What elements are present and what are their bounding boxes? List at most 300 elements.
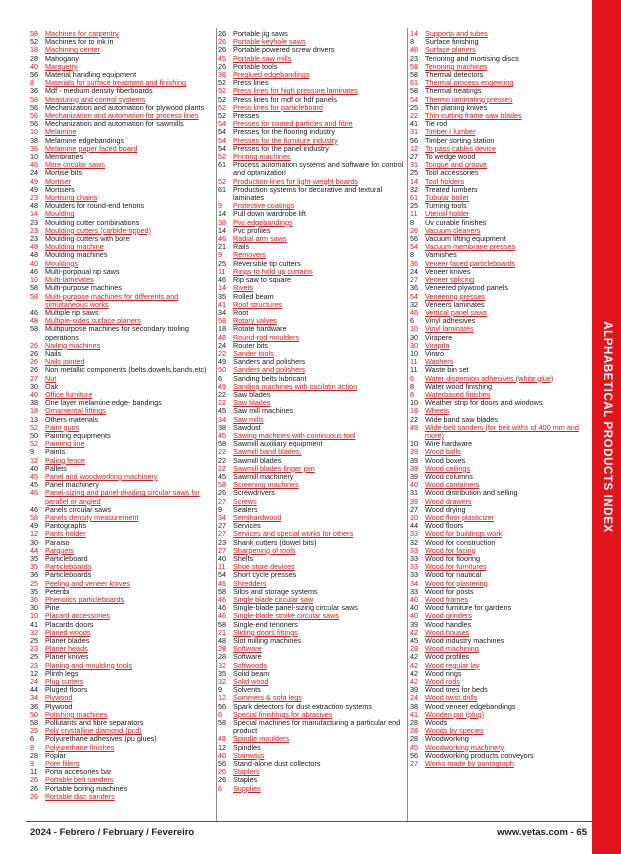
entry-product-name: Supports and tubes bbox=[425, 29, 488, 38]
entry-page-number: 10 bbox=[410, 398, 419, 408]
index-entry[interactable] bbox=[30, 293, 216, 309]
entry-product-name: Virapere bbox=[425, 332, 453, 342]
entry-product-name: Tool accessories bbox=[425, 168, 479, 178]
entry-product-name: Particleboards bbox=[45, 570, 92, 580]
entry-product-name: Moulding machines bbox=[45, 250, 108, 260]
entry-product-name: Staplers bbox=[233, 767, 260, 777]
entry-product-name: Mechanization and automation for process lines bbox=[45, 111, 199, 121]
entry-page-number: 34 bbox=[218, 307, 227, 317]
entry-product-name: Wood distribution and selling bbox=[425, 488, 518, 498]
entry-product-name: Tenoning and mortising discs bbox=[425, 53, 519, 63]
entry-product-name: Wood for construction bbox=[425, 537, 496, 547]
entry-product-name: Machining center bbox=[45, 45, 101, 55]
entry-product-name: Particleboards bbox=[45, 562, 92, 572]
entry-page-number: 52 bbox=[30, 422, 39, 432]
entry-product-name: Portable jig saws bbox=[233, 29, 288, 38]
entry-product-name: Wood for facing bbox=[425, 545, 476, 555]
entry-product-name: Membranes bbox=[45, 152, 84, 162]
entry-page-number: 8 bbox=[410, 389, 415, 399]
entry-product-name: Sealers bbox=[233, 504, 258, 514]
entry-product-name: Sawmill blades bbox=[233, 455, 282, 465]
entry-page-number: 49 bbox=[30, 176, 39, 186]
entry-page-number: 41 bbox=[218, 299, 227, 309]
entry-product-name: Stairways bbox=[233, 750, 265, 760]
entry-page-number: 33 bbox=[410, 554, 419, 563]
entry-product-name: Radial arm saws bbox=[233, 234, 287, 244]
entry-page-number: 33 bbox=[410, 562, 419, 572]
entry-product-name: Portable disc sanders bbox=[45, 791, 115, 801]
entry-product-name: Roof structures bbox=[233, 299, 283, 309]
entry-page-number: 12 bbox=[218, 742, 227, 752]
entry-page-number: 28 bbox=[410, 734, 419, 744]
entry-page-number: 46 bbox=[218, 275, 227, 285]
entry-product-name: Placards doors bbox=[45, 619, 94, 629]
entry-page-number: 6 bbox=[218, 709, 223, 719]
entry-page-number: 27 bbox=[30, 373, 39, 383]
entry-product-name: Sander tools bbox=[233, 348, 274, 358]
entry-page-number: 58 bbox=[218, 718, 227, 728]
entry-product-name: Paint guns bbox=[45, 422, 80, 432]
entry-page-number: 39 bbox=[410, 463, 419, 473]
entry-page-number: 54 bbox=[218, 119, 227, 129]
entry-page-number: 25 bbox=[410, 201, 419, 211]
index-column-3 bbox=[410, 30, 586, 768]
entry-page-number: 22 bbox=[410, 414, 419, 424]
entry-page-number: 46 bbox=[218, 234, 227, 244]
entry-page-number: 25 bbox=[410, 102, 419, 112]
entry-page-number: 58 bbox=[410, 70, 419, 80]
entry-page-number: 11 bbox=[218, 562, 226, 572]
entry-page-number: 36 bbox=[30, 86, 39, 96]
entry-product-name: Sharpening of tools bbox=[233, 545, 296, 555]
entry-product-name: Melamine paper faced board bbox=[45, 143, 138, 153]
entry-product-name: Press lines for mdf or hdf panels bbox=[233, 94, 337, 104]
entry-page-number: 25 bbox=[30, 636, 39, 646]
entry-page-number: 40 bbox=[30, 61, 39, 71]
entry-page-number: 45 bbox=[30, 471, 39, 481]
entry-product-name: Shoe store devices bbox=[233, 562, 295, 572]
entry-product-name: Sommers & sofa legs bbox=[233, 693, 302, 703]
entry-page-number: 41 bbox=[410, 709, 419, 719]
entry-page-number: 48 bbox=[218, 332, 227, 342]
entry-page-number: 46 bbox=[218, 603, 227, 613]
entry-page-number: 46 bbox=[218, 611, 227, 621]
entry-product-name: Presses for the furniture industry bbox=[233, 135, 338, 145]
entry-product-name: Surface finishing bbox=[425, 37, 479, 47]
entry-product-name: Wood drawers bbox=[425, 496, 472, 506]
entry-product-name: Plug cutters bbox=[45, 677, 84, 687]
entry-page-number: 61 bbox=[218, 160, 227, 170]
entry-product-name: Rip saw to square bbox=[233, 275, 292, 285]
entry-page-number: 34 bbox=[30, 693, 39, 703]
entry-product-name: Production systems for decorative and textural laminates bbox=[233, 184, 383, 203]
entry-product-name: Poly crystalline diamond (pcd) bbox=[45, 726, 142, 736]
entry-page-number: 58 bbox=[218, 480, 227, 490]
entry-page-number: 52 bbox=[30, 37, 39, 47]
entry-page-number: 26 bbox=[30, 775, 39, 785]
index-entry[interactable] bbox=[30, 793, 216, 801]
entry-page-number: 28 bbox=[410, 726, 419, 736]
footer-divider bbox=[26, 821, 592, 822]
entry-product-name: Works made by pantograph bbox=[425, 759, 514, 769]
entry-page-number: 27 bbox=[218, 529, 227, 539]
entry-product-name: Material handling equipment bbox=[45, 70, 137, 80]
entry-page-number: 48 bbox=[30, 316, 39, 326]
entry-page-number: 36 bbox=[410, 283, 419, 293]
index-entry[interactable] bbox=[410, 424, 586, 440]
entry-product-name: Preglued edgebandings bbox=[233, 70, 310, 80]
entry-page-number: 48 bbox=[30, 250, 39, 260]
entry-product-name: Solid beam bbox=[233, 668, 270, 678]
entry-page-number: 25 bbox=[30, 652, 39, 662]
entry-product-name: Nails bbox=[45, 348, 62, 358]
entry-page-number: 40 bbox=[30, 389, 39, 399]
entry-product-name: Pollutants and fibre separators bbox=[45, 718, 144, 728]
entry-page-number: 58 bbox=[30, 512, 39, 522]
entry-page-number: 54 bbox=[410, 94, 419, 104]
entry-product-name: Tongue and groove bbox=[425, 160, 488, 170]
entry-page-number: 12 bbox=[30, 529, 39, 539]
entry-page-number: 12 bbox=[410, 143, 419, 153]
entry-product-name: Wood furniture for gardens bbox=[425, 603, 512, 613]
entry-product-name: Plinth legs bbox=[45, 668, 79, 678]
entry-product-name: Services and special works for others bbox=[233, 529, 354, 539]
entry-page-number: 26 bbox=[410, 225, 419, 235]
entry-page-number: 39 bbox=[410, 447, 419, 457]
entry-page-number: 44 bbox=[30, 545, 39, 555]
entry-page-number: 18 bbox=[410, 406, 419, 416]
entry-product-name: Solid wood bbox=[233, 677, 269, 687]
entry-page-number: 50 bbox=[30, 430, 39, 440]
entry-page-number: 48 bbox=[30, 242, 39, 252]
entry-page-number: 38 bbox=[218, 422, 227, 432]
entry-product-name: Sawmill auxiliary equipment bbox=[233, 439, 323, 449]
entry-product-name: Mortising chains bbox=[45, 193, 98, 203]
entry-product-name: Veneer faced particleboards bbox=[425, 258, 516, 268]
entry-product-name: Wood for plastering bbox=[425, 578, 488, 588]
index-entry[interactable] bbox=[218, 785, 406, 793]
entry-product-name: Varnishes bbox=[425, 250, 457, 260]
entry-page-number: 26 bbox=[218, 29, 227, 38]
entry-page-number: 27 bbox=[218, 521, 227, 531]
entry-product-name: Presses for the panel industry bbox=[233, 143, 329, 153]
entry-page-number: 13 bbox=[30, 414, 39, 424]
entry-product-name: Saw blades bbox=[233, 398, 271, 408]
entry-product-name: Peeling and veneer knives bbox=[45, 578, 131, 588]
entry-product-name: Rails bbox=[233, 242, 250, 252]
entry-product-name: Panel machinery bbox=[45, 480, 99, 490]
entry-product-name: Wood containers bbox=[425, 480, 480, 490]
entry-page-number: 33 bbox=[410, 545, 419, 555]
entry-product-name: Marquetry bbox=[45, 61, 78, 71]
entry-product-name: Multi-laminates bbox=[45, 275, 94, 285]
entry-page-number: 18 bbox=[30, 45, 39, 55]
entry-product-name: Wood columns bbox=[425, 471, 473, 481]
entry-page-number: 23 bbox=[30, 660, 39, 670]
entry-product-name: Timber sorting station bbox=[425, 135, 495, 145]
entry-product-name: Wood for furnitures bbox=[425, 562, 487, 572]
entry-product-name: Woodworking products conveyors bbox=[425, 750, 534, 760]
entry-page-number: 26 bbox=[218, 775, 227, 785]
index-entry bbox=[218, 186, 406, 202]
index-entry[interactable] bbox=[410, 760, 586, 768]
entry-page-number: 40 bbox=[410, 611, 419, 621]
entry-product-name: Vacuum membrane presses bbox=[425, 242, 516, 252]
entry-page-number: 10 bbox=[30, 152, 39, 162]
index-entry bbox=[30, 366, 216, 374]
entry-product-name: Silos and storage systems bbox=[233, 586, 318, 596]
entry-page-number: 54 bbox=[218, 127, 227, 137]
entry-page-number: 12 bbox=[30, 455, 39, 465]
entry-product-name: Solvents bbox=[233, 685, 261, 695]
entry-product-name: To pass cables device bbox=[425, 143, 496, 153]
entry-product-name: Non metallic components (belts,dowels,bands,etc) bbox=[45, 365, 207, 375]
entry-page-number: 6 bbox=[218, 783, 223, 793]
entry-product-name: Thin-cutting frame saw blades bbox=[425, 111, 522, 121]
entry-product-name: Wooden pin (plug) bbox=[425, 709, 485, 719]
entry-product-name: Portable boring machines bbox=[45, 783, 128, 793]
entry-page-number: 40 bbox=[410, 603, 419, 613]
entry-product-name: Wide band saw blades bbox=[425, 414, 498, 424]
entry-page-number: 42 bbox=[410, 660, 419, 670]
sidebar-title: ALPHABETICAL PRODUCTS INDEX bbox=[600, 321, 613, 533]
entry-product-name: Wood ceilings bbox=[425, 463, 471, 473]
entry-product-name: Others materials bbox=[45, 414, 99, 424]
entry-page-number: 52 bbox=[218, 152, 227, 162]
entry-product-name: Virapita bbox=[425, 340, 450, 350]
entry-product-name: Polyurethane finishes bbox=[45, 742, 115, 752]
entry-product-name: Rolled beam bbox=[233, 291, 274, 301]
entry-page-number: 46 bbox=[410, 307, 419, 317]
entry-product-name: Waste bin set bbox=[425, 365, 469, 375]
entry-page-number: 50 bbox=[218, 365, 227, 375]
entry-page-number: 58 bbox=[218, 586, 227, 596]
entry-page-number: 48 bbox=[218, 734, 227, 744]
entry-product-name: Slot milling machines bbox=[233, 636, 302, 646]
entry-product-name: Multi-porpoual rip saws bbox=[45, 266, 120, 276]
entry-product-name: Mortiser bbox=[45, 176, 72, 186]
entry-product-name: Wood for posts bbox=[425, 586, 474, 596]
entry-page-number: 40 bbox=[410, 595, 419, 605]
entry-product-name: Moulding cutters with bore bbox=[45, 234, 130, 244]
entry-product-name: Shredders bbox=[233, 578, 267, 588]
entry-product-name: Tool holders bbox=[425, 176, 465, 186]
entry-page-number: 30 bbox=[410, 340, 419, 350]
entry-page-number: 34 bbox=[218, 414, 227, 424]
entry-page-number: 52 bbox=[218, 176, 227, 186]
entry-product-name: Water wood finishing bbox=[425, 381, 493, 391]
entry-page-number: 33 bbox=[410, 529, 419, 539]
entry-page-number: 9 bbox=[30, 759, 35, 769]
entry-page-number: 6 bbox=[410, 316, 415, 326]
entry-page-number: 44 bbox=[30, 685, 39, 695]
entry-page-number: 45 bbox=[30, 480, 39, 490]
entry-product-name: Sliding doors fittings bbox=[233, 627, 298, 637]
entry-page-number: 30 bbox=[410, 332, 419, 342]
entry-page-number: 10 bbox=[30, 611, 39, 621]
entry-product-name: Ornamental fittings bbox=[45, 406, 106, 416]
entry-product-name: Wheels bbox=[425, 406, 450, 416]
entry-page-number: 21 bbox=[218, 242, 227, 252]
entry-page-number: 38 bbox=[30, 135, 39, 145]
entry-product-name: Screwdrivers bbox=[233, 488, 275, 498]
entry-product-name: Tubular boiler bbox=[425, 193, 470, 203]
entry-product-name: Supplies bbox=[233, 783, 261, 793]
entry-page-number: 32 bbox=[410, 537, 419, 547]
entry-product-name: Short cycle presses bbox=[233, 570, 297, 580]
entry-page-number: 42 bbox=[410, 668, 419, 678]
entry-product-name: Software bbox=[233, 644, 262, 654]
entry-product-name: Water dispersion adhesives (white glue) bbox=[425, 373, 554, 383]
entry-page-number: 36 bbox=[30, 595, 39, 605]
entry-product-name: Software bbox=[233, 652, 262, 662]
entry-page-number: 24 bbox=[410, 693, 419, 703]
entry-product-name: Multi-purpose machines bbox=[45, 283, 122, 293]
entry-product-name: Single blade circular saw bbox=[233, 595, 314, 605]
entry-product-name: Mitre circular saws bbox=[45, 160, 106, 170]
index-entry[interactable] bbox=[30, 489, 216, 505]
entry-product-name: Multipurpose machines for secondary tooling operations bbox=[45, 324, 189, 342]
entry-page-number: 24 bbox=[30, 168, 39, 178]
entry-product-name: Sawdust bbox=[233, 422, 261, 432]
entry-product-name: Moulding cutters (carbide-tipped) bbox=[45, 225, 151, 235]
entry-product-name: Poplar bbox=[45, 750, 66, 760]
index-entry bbox=[218, 161, 406, 177]
entry-product-name: Sawing machines with continuous tool bbox=[233, 430, 356, 440]
entry-page-number: 54 bbox=[218, 570, 227, 580]
entry-product-name: Rotate hardware bbox=[233, 324, 287, 334]
entry-page-number: 54 bbox=[218, 135, 227, 145]
entry-page-number: 6 bbox=[410, 373, 415, 383]
entry-page-number: 50 bbox=[30, 709, 39, 719]
entry-page-number: 58 bbox=[30, 283, 39, 293]
entry-page-number: 46 bbox=[30, 266, 39, 276]
entry-page-number: 49 bbox=[30, 521, 39, 531]
entry-product-name: Veneer splicing bbox=[425, 275, 475, 285]
entry-product-name: Thermo laminating presses bbox=[425, 94, 513, 104]
entry-page-number: 38 bbox=[218, 70, 227, 80]
entry-product-name: Pvc edgebandings bbox=[233, 217, 293, 227]
entry-page-number: 23 bbox=[30, 217, 39, 227]
entry-product-name: Rotary valves bbox=[233, 316, 277, 326]
entry-product-name: Wood balls bbox=[425, 447, 461, 457]
entry-product-name: Treated lumbers bbox=[425, 184, 478, 194]
entry-product-name: Sawmill band blades, bbox=[233, 447, 302, 457]
entry-page-number: 49 bbox=[410, 422, 419, 432]
entry-product-name: Protective coatings bbox=[233, 201, 295, 211]
entry-page-number: 27 bbox=[410, 504, 419, 514]
entry-product-name: Measuring and control systems bbox=[45, 94, 146, 104]
entry-product-name: Presses for coated particles and fibre bbox=[233, 119, 353, 129]
entry-product-name: Polyurethane adhesives (pu glues) bbox=[45, 734, 157, 744]
index-entry bbox=[30, 325, 216, 341]
entry-product-name: Presses for the flooring industry bbox=[233, 127, 335, 137]
entry-page-number: 23 bbox=[30, 644, 39, 654]
entry-page-number: 26 bbox=[218, 45, 227, 55]
entry-page-number: 32 bbox=[30, 627, 39, 637]
entry-page-number: 9 bbox=[218, 201, 223, 211]
entry-page-number: 32 bbox=[410, 299, 419, 309]
entry-page-number: 48 bbox=[410, 45, 419, 55]
entry-product-name: Mouldings bbox=[45, 258, 79, 268]
entry-page-number: 6 bbox=[30, 734, 35, 744]
entry-page-number: 45 bbox=[410, 636, 419, 646]
entry-page-number: 30 bbox=[30, 381, 39, 391]
entry-product-name: Wood frames bbox=[425, 595, 468, 605]
entry-product-name: Sanding belts lubricant bbox=[233, 373, 307, 383]
entry-page-number: 9 bbox=[218, 685, 223, 695]
entry-page-number: 30 bbox=[30, 603, 39, 613]
entry-product-name: Single-blade stroke circular saws bbox=[233, 611, 339, 621]
entry-product-name: Panels density measurement bbox=[45, 512, 139, 522]
entry-product-name: Mahogany bbox=[45, 53, 79, 63]
entry-page-number: 27 bbox=[410, 275, 419, 285]
entry-product-name: Wood grinders bbox=[425, 611, 473, 621]
entry-page-number: 35 bbox=[30, 554, 39, 563]
entry-product-name: Veneer knives bbox=[425, 266, 471, 276]
entry-product-name: Spindles bbox=[233, 742, 261, 752]
entry-page-number: 35 bbox=[218, 291, 227, 301]
entry-page-number: 6 bbox=[218, 373, 223, 383]
entry-product-name: Pore fillers bbox=[45, 759, 80, 769]
entry-product-name: Planing and moulding tools bbox=[45, 660, 133, 670]
entry-product-name: Pvc profiles bbox=[233, 225, 271, 235]
entry-product-name: Portable saw mills bbox=[233, 53, 292, 63]
entry-product-name: Mdf - medium density fiberboards bbox=[45, 86, 153, 96]
entry-product-name: Wood floors bbox=[425, 521, 464, 531]
entry-product-name: Plywood bbox=[45, 701, 73, 711]
entry-product-name: Machines for to ink in bbox=[45, 37, 114, 47]
entry-product-name: Panel-sizing and panel-dividing circular saws for parallel or angled bbox=[45, 488, 200, 506]
entry-product-name: Veneering presses bbox=[425, 291, 486, 301]
entry-page-number: 58 bbox=[218, 439, 227, 449]
entry-product-name: Wood for flooring bbox=[425, 554, 481, 563]
entry-product-name: Process automation systems and software for control and optimization bbox=[233, 160, 404, 178]
entry-page-number: 36 bbox=[30, 143, 39, 153]
entry-page-number: 10 bbox=[410, 348, 419, 358]
entry-page-number: 9 bbox=[30, 447, 35, 457]
entry-page-number: 14 bbox=[30, 209, 39, 219]
entry-product-name: Panels circular saws bbox=[45, 504, 112, 514]
entry-page-number: 25 bbox=[410, 168, 419, 178]
entry-product-name: Printing machines bbox=[233, 152, 291, 162]
entry-page-number: 38 bbox=[218, 217, 227, 227]
entry-product-name: Screening machines bbox=[233, 480, 299, 490]
entry-product-name: Saw mills bbox=[233, 414, 264, 424]
entry-page-number: 27 bbox=[410, 759, 419, 769]
entry-page-number: 28 bbox=[410, 718, 419, 728]
entry-page-number: 38 bbox=[30, 398, 39, 408]
entry-page-number: 22 bbox=[410, 111, 419, 121]
entry-page-number: 23 bbox=[410, 53, 419, 63]
entry-page-number: 26 bbox=[218, 37, 227, 47]
entry-page-number: 31 bbox=[410, 160, 419, 170]
entry-product-name: Veneered plywood panels bbox=[425, 283, 509, 293]
entry-page-number: 40 bbox=[218, 750, 227, 760]
entry-page-number: 26 bbox=[218, 61, 227, 71]
entry-product-name: Press lines bbox=[233, 78, 269, 88]
entry-page-number: 39 bbox=[410, 496, 419, 506]
footer-website-page[interactable]: www.vetas.com - 65 bbox=[497, 827, 587, 838]
entry-product-name: Presses bbox=[233, 111, 260, 121]
entry-product-name: Woods bbox=[425, 718, 448, 728]
entry-product-name: To wedge wood bbox=[425, 152, 476, 162]
entry-product-name: Wood boxes bbox=[425, 455, 466, 465]
entry-product-name: Panel and woodworking machinery bbox=[45, 471, 158, 481]
entry-product-name: Sanders and polishers bbox=[233, 365, 306, 375]
entry-page-number: 23 bbox=[218, 537, 227, 547]
entry-page-number: 56 bbox=[30, 102, 39, 112]
